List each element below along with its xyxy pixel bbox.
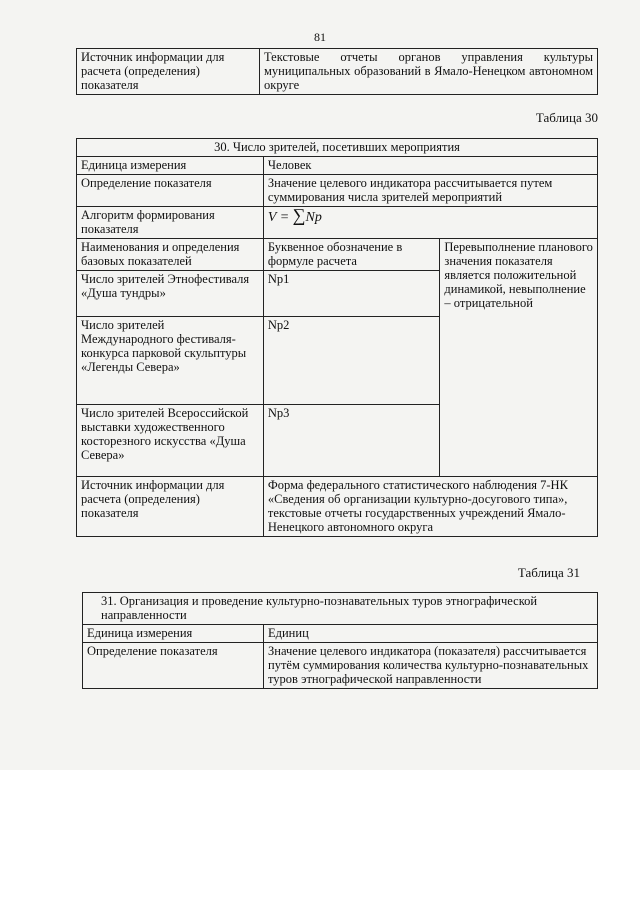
blank-area bbox=[0, 770, 640, 905]
table30-title: 30. Число зрителей, посетивших мероприятия bbox=[77, 139, 598, 157]
formula-rhs: Np bbox=[305, 210, 322, 225]
table-row bbox=[77, 207, 598, 239]
table-row bbox=[77, 239, 598, 271]
algorithm-label: Алгоритм формирования показателя bbox=[77, 207, 264, 239]
table-row bbox=[77, 157, 598, 175]
base-name: Число зрителей Всероссийской выставки художественного косторезного искусства «Душа Севера» bbox=[77, 405, 264, 477]
table-row bbox=[77, 139, 598, 157]
base-symbol: Np3 bbox=[263, 405, 440, 477]
definition-value: Значение целевого индикатора рассчитывается путем суммирования числа зрителей мероприятий bbox=[263, 175, 597, 207]
formula bbox=[263, 207, 597, 239]
formula-lhs: V bbox=[267, 210, 277, 225]
definition-label: Определение показателя bbox=[83, 643, 264, 689]
sum-symbol: ∑ bbox=[292, 205, 306, 225]
table-row bbox=[83, 643, 598, 689]
table31-title: 31. Организация и проведение культурно-познавательных туров этнографической направленности bbox=[83, 593, 598, 625]
definition-label: Определение показателя bbox=[77, 175, 264, 207]
source-label: Источник информации для расчета (определения) показателя bbox=[77, 477, 264, 537]
base-name: Число зрителей Этнофестиваля «Душа тундры» bbox=[77, 271, 264, 317]
source-value: Текстовые отчеты органов управления культуры муниципальных образований в Ямало-Ненецком автономном округе bbox=[260, 49, 598, 95]
base-header-label: Наименования и определения базовых показателей bbox=[77, 239, 264, 271]
unit-value: Человек bbox=[263, 157, 597, 175]
unit-label: Единица измерения bbox=[77, 157, 264, 175]
table-row bbox=[77, 477, 598, 537]
unit-label: Единица измерения bbox=[83, 625, 264, 643]
table30 bbox=[76, 138, 598, 537]
base-symbol: Np1 bbox=[263, 271, 440, 317]
base-symbol: Np2 bbox=[263, 317, 440, 405]
base-header-symbol: Буквенное обозначение в формуле расчета bbox=[263, 239, 440, 271]
note-cell: Перевыполнение планового значения показателя является положительной динамикой, невыполнение – отрицательной bbox=[440, 239, 598, 477]
continued-table bbox=[76, 48, 598, 95]
table-row bbox=[83, 625, 598, 643]
base-name: Число зрителей Международного фестиваля-конкурса парковой скульптуры «Легенды Севера» bbox=[77, 317, 264, 405]
table31 bbox=[82, 592, 598, 689]
table31-caption: Таблица 31 bbox=[517, 565, 580, 580]
table-row bbox=[77, 175, 598, 207]
table-row bbox=[83, 593, 598, 625]
definition-value: Значение целевого индикатора (показателя) рассчитывается путём суммирования количества культурно-познавательных туров этнографической направленности bbox=[264, 643, 598, 689]
table-row bbox=[77, 49, 598, 95]
table30-caption: Таблица 30 bbox=[535, 110, 598, 125]
page-number: 81 bbox=[314, 30, 326, 44]
source-value: Форма федерального статистического наблюдения 7-НК «Сведения об организации культурно-досугового типа», текстовые отчеты государственных учреждений Ямало-Ненецкого автономного округа bbox=[263, 477, 597, 537]
source-label: Источник информации для расчета (определения) показателя bbox=[77, 49, 260, 95]
unit-value: Единиц bbox=[264, 625, 598, 643]
formula-eq: = bbox=[276, 210, 293, 225]
